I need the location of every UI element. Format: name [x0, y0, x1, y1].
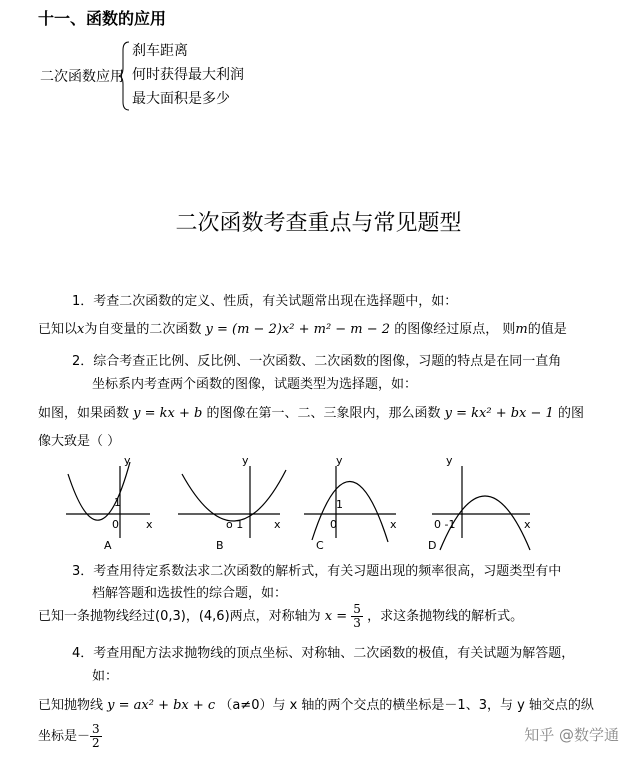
graph-c-tick: 1	[336, 498, 343, 511]
formula: y = (m − 2)x² + m² − m − 2	[205, 322, 391, 337]
graph-b-tick: o 1	[226, 518, 244, 531]
p4-question: 已知抛物线 y = ax² + bx + c （a≠0）与 x 轴的两个交点的横坐标是－1、3，与 y 轴交点的纵	[38, 698, 594, 713]
p2-question-line2: 像大致是（ ）	[38, 434, 121, 449]
application-item: 最大面积是多少	[132, 91, 230, 107]
p1-question: 已知以x为自变量的二次函数 y = (m − 2)x² + m² − m − 2 的图像经过原点， 则m的值是	[38, 322, 567, 337]
formula: y = kx + b	[133, 406, 203, 421]
graph-b-letter: B	[216, 539, 224, 552]
formula: y = kx² + bx − 1	[444, 406, 554, 421]
p2-heading-2: 坐标系内考查两个函数的图像，试题类型为选择题，如：	[92, 377, 418, 392]
graph-d-tick: 0 -1	[434, 518, 456, 531]
watermark: 知乎 @数学通	[524, 726, 619, 744]
graph-d-x-label: x	[524, 518, 531, 531]
graph-c-letter: C	[316, 539, 324, 552]
p4-heading-2: 如：	[92, 669, 119, 684]
graph-a-y-label: y	[124, 454, 131, 467]
p3-question: 已知一条抛物线经过(0,3)，(4,6)两点，对称轴为 x = $\frac{5}{3}$ ，求这条抛物线的解析式。	[38, 602, 524, 630]
graph-c-x-label: x	[390, 518, 397, 531]
graph-b-x-label: x	[274, 518, 281, 531]
p2-heading-1: 2．综合考查正比例、反比例、一次函数、二次函数的图像，习题的特点是在同一直角	[72, 354, 562, 369]
graph-a-x-label: x	[146, 518, 153, 531]
graph-b-y-label: y	[242, 454, 249, 467]
curly-brace	[118, 40, 132, 112]
answer-graphs	[60, 452, 580, 554]
p4-question-line2: 坐标是－ $\frac{3}{2}$	[38, 722, 100, 750]
graph-c-y-label: y	[336, 454, 343, 467]
graph-d-letter: D	[428, 539, 437, 552]
p3-heading-2: 档解答题和选拔性的综合题，如：	[92, 586, 288, 601]
p2-question: 如图，如果函数 y = kx + b 的图像在第一、二、三象限内，那么函数 y = kx² + bx − 1 的图	[38, 406, 584, 421]
graph-b-curve	[182, 470, 286, 521]
section-title: 十一、函数的应用	[38, 9, 167, 28]
graph-a-tick: 1	[114, 496, 121, 509]
graph-c-curve	[312, 481, 388, 542]
p1-heading: 1．考查二次函数的定义、性质，有关试题常出现在选择题中，如：	[72, 294, 458, 309]
p3-heading-1: 3．考查用待定系数法求二次函数的解析式，有关习题出现的频率很高，习题类型有中	[72, 564, 562, 579]
formula: x =	[324, 609, 348, 624]
page-title: 二次函数考查重点与常见题型	[175, 211, 462, 236]
graph-a-origin: 0	[112, 518, 119, 531]
p4-heading-1: 4．考查用配方法求抛物线的顶点坐标、对称轴、二次函数的极值，有关试题为解答题，	[72, 646, 575, 661]
formula: y = ax² + bx + c	[107, 698, 216, 713]
graph-a-letter: A	[104, 539, 112, 552]
fraction: $\frac{5}{3}$	[353, 602, 361, 630]
fraction: $\frac{3}{2}$	[92, 722, 100, 750]
application-item: 何时获得最大利润	[132, 67, 244, 83]
graph-a-curve	[68, 462, 130, 520]
graph-d-y-label: y	[446, 454, 453, 467]
application-item: 刹车距离	[132, 43, 188, 59]
graph-c-origin: 0	[330, 518, 337, 531]
application-label: 二次函数应用	[40, 69, 124, 85]
